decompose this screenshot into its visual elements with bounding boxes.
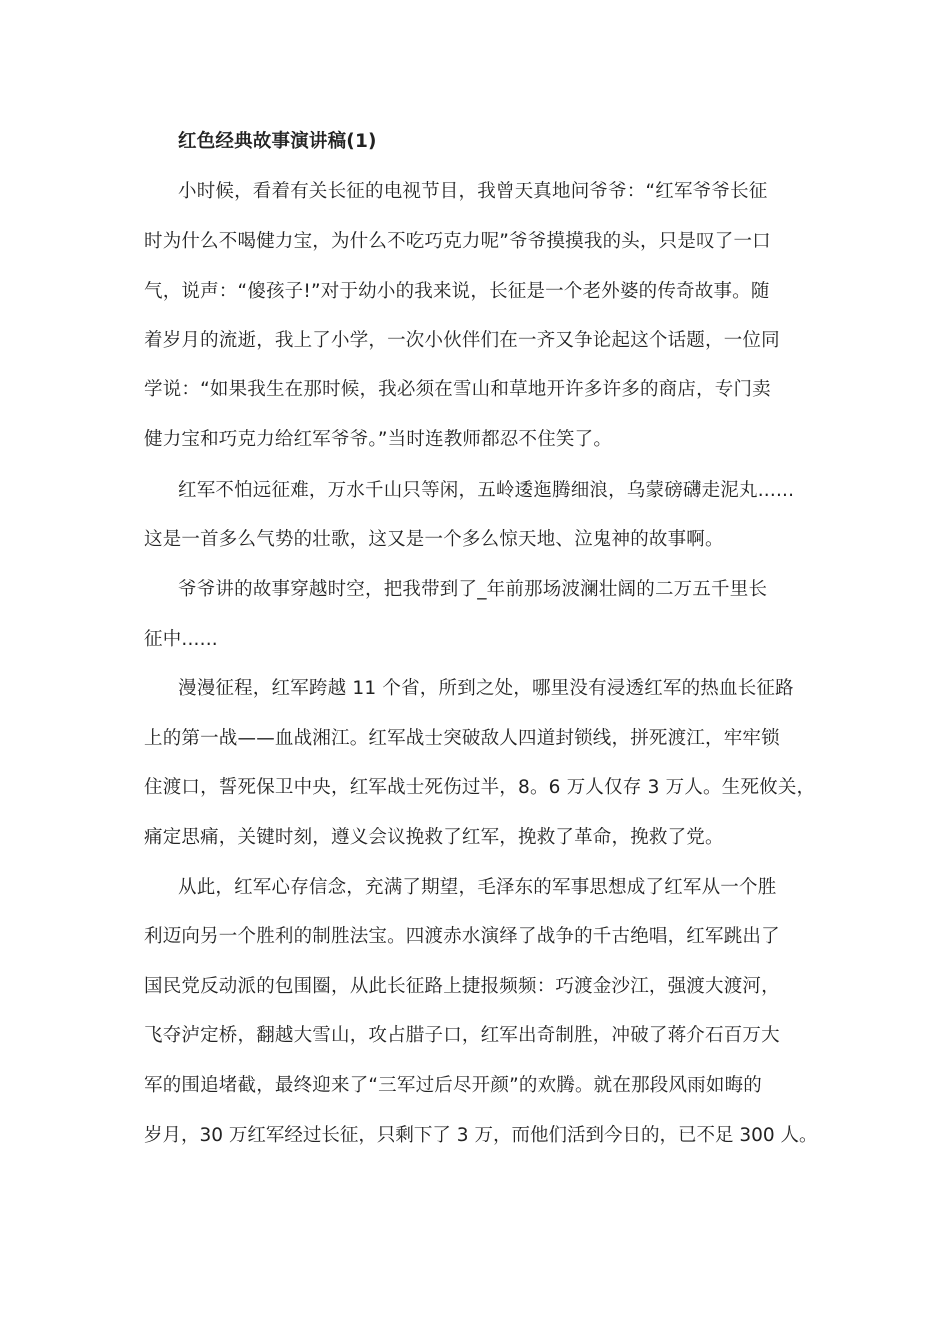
paragraph-line: 健力宝和巧克力给红军爷爷。”当时连教师都忍不住笑了。 <box>144 429 613 450</box>
paragraph-line: 上的第一战——血战湘江。红军战士突破敌人四道封锁线，拼死渡江，牢牢锁 <box>144 728 780 749</box>
paragraph-line: 国民党反动派的包围圈，从此长征路上捷报频频：巧渡金沙江，强渡大渡河， <box>144 976 780 997</box>
paragraph-line: 着岁月的流逝，我上了小学，一次小伙伴们在一齐又争论起这个话题，一位同 <box>144 330 780 351</box>
paragraph-line: 红军不怕远征难，万水千山只等闲，五岭逶迤腾细浪，乌蒙磅礴走泥丸...... <box>178 480 795 501</box>
paragraph-line: 爷爷讲的故事穿越时空，把我带到了_年前那场波澜壮阔的二万五千里长 <box>178 579 768 600</box>
document-title: 红色经典故事演讲稿(1) <box>178 131 377 152</box>
paragraph-line: 痛定思痛，关键时刻，遵义会议挽救了红军，挽救了革命，挽救了党。 <box>144 827 724 848</box>
paragraph-line: 这是一首多么气势的壮歌，这又是一个多么惊天地、泣鬼神的故事啊。 <box>144 529 724 550</box>
paragraph-line: 气，说声：“傻孩子!”对于幼小的我来说，长征是一个老外婆的传奇故事。随 <box>144 281 770 302</box>
paragraph-line: 小时候，看着有关长征的电视节目，我曾天真地问爷爷：“红军爷爷长征 <box>178 181 768 202</box>
paragraph-line: 征中...... <box>144 629 218 650</box>
paragraph-line: 岁月，30 万红军经过长征，只剩下了 3 万，而他们活到今日的，已不足 300 人。 <box>144 1125 818 1146</box>
paragraph-line: 住渡口，誓死保卫中央，红军战士死伤过半，8。6 万人仅存 3 万人。生死攸关， <box>144 777 816 798</box>
paragraph-line: 漫漫征程，红军跨越 11 个省，所到之处，哪里没有浸透红军的热血长征路 <box>178 678 794 699</box>
paragraph-line: 从此，红军心存信念，充满了期望，毛泽东的军事思想成了红军从一个胜 <box>178 877 777 898</box>
paragraph-line: 军的围追堵截，最终迎来了“三军过后尽开颜”的欢腾。就在那段风雨如晦的 <box>144 1075 762 1096</box>
paragraph-line: 学说：“如果我生在那时候，我必须在雪山和草地开许多许多的商店，专门卖 <box>144 379 771 400</box>
paragraph-line: 利迈向另一个胜利的制胜法宝。四渡赤水演绎了战争的千古绝唱，红军跳出了 <box>144 926 780 947</box>
paragraph-line: 飞夺泸定桥，翻越大雪山，攻占腊子口，红军出奇制胜，冲破了蒋介石百万大 <box>144 1025 780 1046</box>
paragraph-line: 时为什么不喝健力宝，为什么不吃巧克力呢”爷爷摸摸我的头，只是叹了一口 <box>144 231 771 252</box>
